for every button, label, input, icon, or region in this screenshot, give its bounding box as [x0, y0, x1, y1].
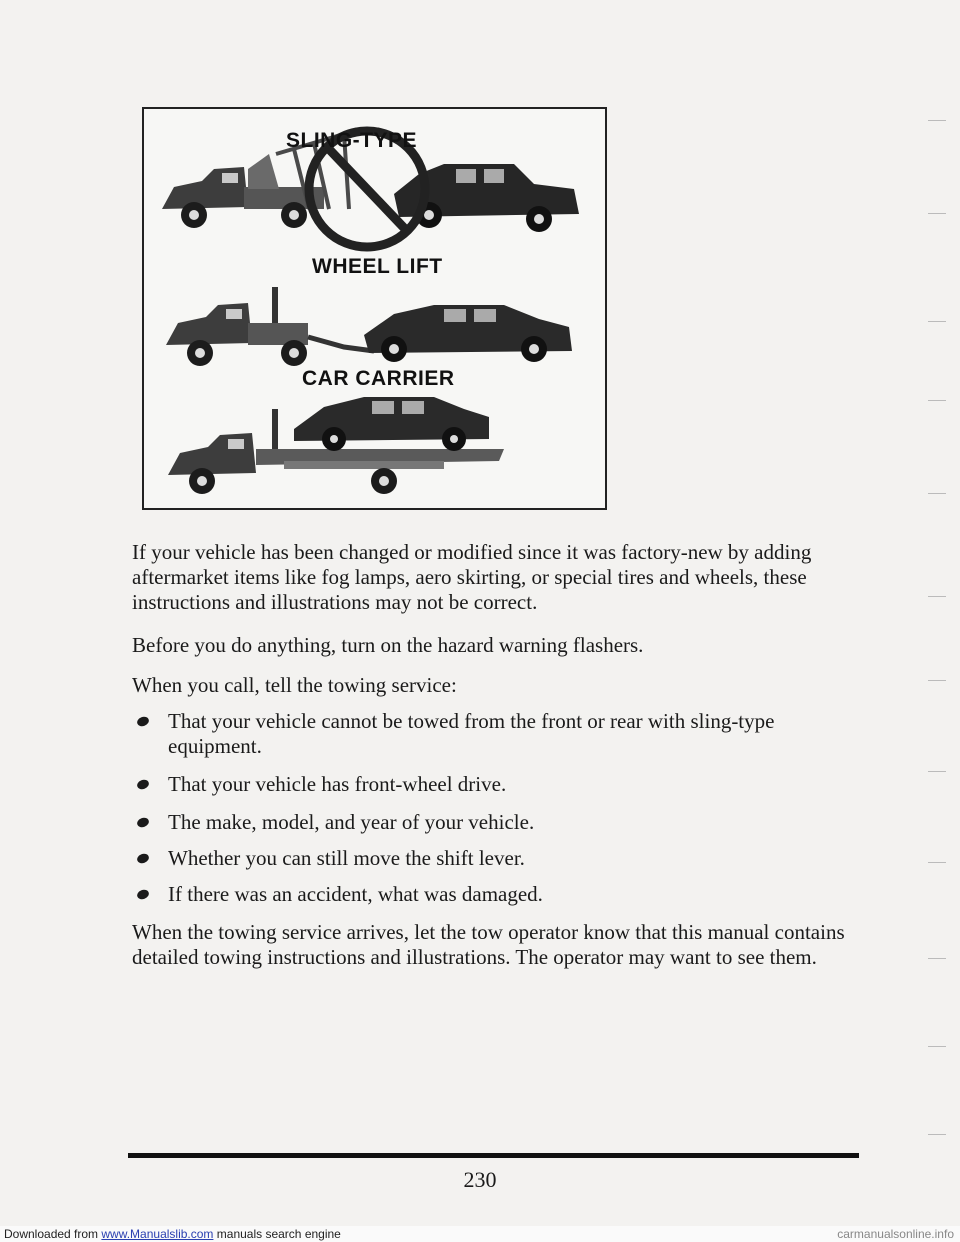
bullet-icon — [136, 816, 150, 829]
list-item-text: The make, model, and year of your vehicle. — [168, 810, 535, 834]
margin-mark — [928, 862, 946, 863]
wheel-lift-label: WHEEL LIFT — [312, 255, 443, 278]
modified-vehicle-paragraph: If your vehicle has been changed or modified since it was factory-new by adding aftermarket items like fog lamps, aero skirting, or special tires and wheels, these instructions and illustrations may not be correct. — [132, 540, 812, 614]
margin-mark — [928, 596, 946, 597]
bullet-icon — [136, 715, 150, 728]
margin-mark — [928, 771, 946, 772]
margin-mark — [928, 321, 946, 322]
hazard-paragraph: Before you do anything, turn on the hazard warning flashers. — [132, 633, 644, 657]
list-item-text: If there was an accident, what was damaged. — [168, 882, 543, 906]
list-item-text: Whether you can still move the shift lever. — [168, 846, 525, 870]
footer-bar — [0, 1226, 960, 1242]
call-paragraph: When you call, tell the towing service: — [132, 673, 457, 697]
arrival-paragraph: When the towing service arrives, let the tow operator know that this manual contains detailed towing instructions and illustrations. The operator may want to see them. — [132, 920, 845, 969]
footer-suffix: manuals search engine — [213, 1227, 341, 1241]
list-item-text: That your vehicle cannot be towed from the front or rear with sling-type equipment. — [168, 709, 775, 758]
margin-mark — [928, 400, 946, 401]
wheel-lift-drawing — [166, 287, 572, 366]
manualslib-link[interactable]: www.Manualslib.com — [101, 1227, 214, 1241]
page-rule — [128, 1153, 859, 1158]
towing-illustration-drawing — [144, 109, 607, 510]
margin-mark — [928, 1134, 946, 1135]
list-item-text: That your vehicle has front-wheel drive. — [168, 772, 507, 796]
car-carrier-label: CAR CARRIER — [302, 367, 455, 390]
margin-mark — [928, 120, 946, 121]
page-number: 230 — [463, 1167, 497, 1192]
footer-prefix: Downloaded from — [4, 1227, 102, 1241]
margin-mark — [928, 680, 946, 681]
car-carrier-drawing — [168, 397, 504, 494]
margin-mark — [928, 493, 946, 494]
margin-mark — [928, 213, 946, 214]
footer-source — [4, 1227, 341, 1241]
bullet-icon — [136, 852, 150, 865]
margin-mark — [928, 1046, 946, 1047]
sling-type-label: SLING-TYPE — [286, 129, 418, 152]
bullet-icon — [136, 888, 150, 901]
bullet-icon — [136, 778, 150, 791]
watermark: carmanualsonline.info — [837, 1227, 954, 1241]
towing-illustration — [142, 107, 607, 510]
margin-mark — [928, 958, 946, 959]
